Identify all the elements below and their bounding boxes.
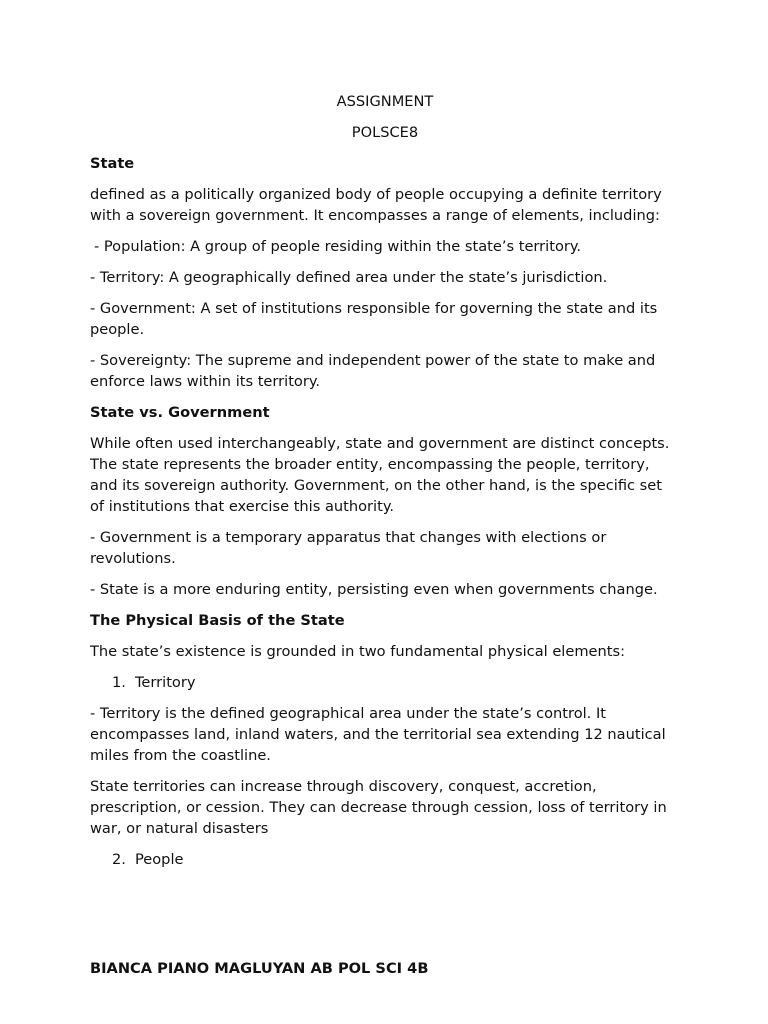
course-code: POLSCE8: [351, 124, 419, 141]
list-item-people: [90, 849, 680, 870]
state-element-sovereignty: - Sovereignty: The supreme and independent power of the state to make and enforce laws within its territory.: [90, 352, 656, 390]
list-item-territory: [90, 672, 680, 693]
physical-basis-intro: The state’s existence is grounded in two fundamental physical elements:: [90, 643, 626, 660]
heading-state-vs-government: State vs. Government: [90, 404, 270, 421]
government-point: - Government is a temporary apparatus that changes with elections or revolutions.: [90, 529, 607, 567]
state-element-government: - Government: A set of institutions responsible for governing the state and its people.: [90, 300, 658, 338]
state-vs-government-body: While often used interchangeably, state and government are distinct concepts. The state represents the broader entity, encompassing the people, territory, and its sovereign authority. Government, on the other hand, is the specific set of institutions that exercise this authority.: [90, 435, 670, 515]
author-footer: BIANCA PIANO MAGLUYAN AB POL SCI 4B: [90, 960, 429, 977]
state-point: - State is a more enduring entity, persisting even when governments change.: [90, 581, 658, 598]
list-label: People: [135, 851, 184, 868]
state-element-population: - Population: A group of people residing within the state’s territory.: [94, 238, 582, 255]
state-element-territory: - Territory: A geographically defined area under the state’s jurisdiction.: [90, 269, 608, 286]
document-title: ASSIGNMENT: [336, 93, 434, 110]
list-number: 2.: [112, 851, 126, 868]
list-label: Territory: [135, 674, 196, 691]
document-page: [90, 91, 680, 880]
heading-state: State: [90, 155, 135, 172]
heading-physical-basis: The Physical Basis of the State: [90, 612, 345, 629]
list-number: 1.: [112, 674, 126, 691]
territory-description: - Territory is the defined geographical area under the state’s control. It encompasses land, inland waters, and the territorial sea extending 12 nautical miles from the coastline.: [90, 705, 666, 764]
state-intro: defined as a politically organized body of people occupying a definite territory with a sovereign government. It encompasses a range of elements, including:: [90, 186, 662, 224]
territory-change: State territories can increase through discovery, conquest, accretion, prescription, or cession. They can decrease through cession, loss of territory in war, or natural disasters: [90, 778, 667, 837]
